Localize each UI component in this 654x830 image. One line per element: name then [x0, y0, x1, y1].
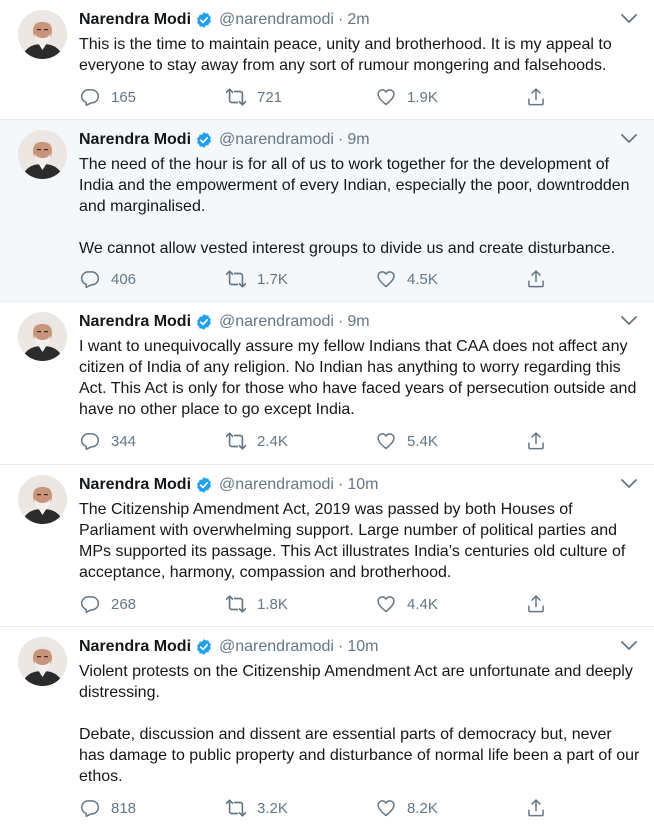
- tweet-card[interactable]: [0, 627, 654, 830]
- chevron-down-icon[interactable]: [620, 639, 638, 653]
- like-count: 5.4K: [407, 432, 438, 450]
- reply-icon: [79, 593, 101, 615]
- separator-dot: ·: [337, 476, 344, 493]
- tweet-text: Violent protests on the Citizenship Amendment Act are unfortunate and deeply distressing. Debate, discussion and dissent are essential parts of democracy but, never has damage to public property and disturbance of normal life been a part of our ethos.: [79, 663, 640, 785]
- tweet-actions: [79, 797, 654, 819]
- verified-badge-icon: [195, 476, 213, 494]
- tweet-card[interactable]: [0, 120, 654, 302]
- like-count: 4.4K: [407, 595, 438, 613]
- retweet-icon: [225, 593, 247, 615]
- share-button[interactable]: [525, 86, 547, 108]
- tweet-actions: [79, 593, 654, 615]
- like-icon: [375, 268, 397, 290]
- tweet-actions: [79, 430, 654, 452]
- chevron-down-icon[interactable]: [620, 12, 638, 26]
- tweet-card[interactable]: [0, 465, 654, 627]
- author-handle[interactable]: @narendramodi: [219, 638, 334, 655]
- verified-badge-icon: [195, 638, 213, 656]
- author-name[interactable]: Narendra Modi: [79, 131, 192, 148]
- share-icon: [525, 593, 547, 615]
- share-button[interactable]: [525, 797, 547, 819]
- author-name[interactable]: Narendra Modi: [79, 476, 192, 493]
- like-icon: [375, 797, 397, 819]
- tweet-text: This is the time to maintain peace, unity and brotherhood. It is my appeal to everyone to stay away from any sort of rumour mongering and falsehoods.: [79, 36, 612, 74]
- share-icon: [525, 86, 547, 108]
- chevron-down-icon[interactable]: [620, 477, 638, 491]
- tweet-text: The Citizenship Amendment Act, 2019 was passed by both Houses of Parliament with overwhelming support. Large number of political parties and MPs supported its passage. This Act illustrates India’s centuries old culture of acceptance, harmony, compassion and brotherhood.: [79, 501, 626, 581]
- reply-count: 344: [111, 432, 137, 450]
- tweet-text: The need of the hour is for all of us to work together for the development of India and the empowerment of every Indian, especially the poor, downtrodden and marginalised. We cannot allow vested interest groups to divide us and create disturbance.: [79, 156, 630, 257]
- reply-count: 406: [111, 270, 137, 288]
- retweet-count: 1.7K: [257, 270, 288, 288]
- reply-icon: [79, 430, 101, 452]
- reply-icon: [79, 268, 101, 290]
- separator-dot: ·: [337, 638, 344, 655]
- avatar[interactable]: [18, 312, 67, 361]
- retweet-icon: [225, 797, 247, 819]
- share-button[interactable]: [525, 268, 547, 290]
- separator-dot: ·: [337, 313, 344, 330]
- retweet-button[interactable]: [225, 86, 282, 108]
- separator-dot: ·: [337, 131, 344, 148]
- tweet-actions: [79, 268, 654, 290]
- avatar[interactable]: [18, 130, 67, 179]
- share-button[interactable]: [525, 430, 547, 452]
- author-handle[interactable]: @narendramodi: [219, 313, 334, 330]
- avatar[interactable]: [18, 475, 67, 524]
- reply-button[interactable]: [79, 593, 136, 615]
- reply-button[interactable]: [79, 430, 136, 452]
- like-button[interactable]: [375, 268, 438, 290]
- timestamp[interactable]: 9m: [347, 131, 370, 148]
- reply-count: 818: [111, 799, 137, 817]
- like-count: 1.9K: [407, 88, 438, 106]
- like-icon: [375, 86, 397, 108]
- reply-count: 268: [111, 595, 137, 613]
- like-button[interactable]: [375, 593, 438, 615]
- retweet-count: 1.8K: [257, 595, 288, 613]
- tweet-card[interactable]: [0, 302, 654, 465]
- author-name[interactable]: Narendra Modi: [79, 638, 192, 655]
- retweet-button[interactable]: [225, 593, 288, 615]
- like-button[interactable]: [375, 797, 438, 819]
- reply-icon: [79, 797, 101, 819]
- tweet-text: I want to unequivocally assure my fellow Indians that CAA does not affect any citizen of India of any religion. No Indian has anything to worry regarding this Act. This Act is only for those who have faced years of persecution outside and have no other place to go except India.: [79, 338, 637, 418]
- like-count: 4.5K: [407, 270, 438, 288]
- tweet-actions: [79, 86, 654, 108]
- retweet-count: 3.2K: [257, 799, 288, 817]
- like-icon: [375, 430, 397, 452]
- timestamp[interactable]: 9m: [347, 313, 370, 330]
- retweet-icon: [225, 268, 247, 290]
- separator-dot: ·: [337, 11, 344, 28]
- timestamp[interactable]: 10m: [347, 476, 379, 493]
- like-icon: [375, 593, 397, 615]
- timestamp[interactable]: 10m: [347, 638, 379, 655]
- retweet-count: 2.4K: [257, 432, 288, 450]
- author-handle[interactable]: @narendramodi: [219, 131, 334, 148]
- verified-badge-icon: [195, 11, 213, 29]
- timestamp[interactable]: 2m: [347, 11, 370, 28]
- chevron-down-icon[interactable]: [620, 132, 638, 146]
- share-icon: [525, 268, 547, 290]
- reply-count: 165: [111, 88, 137, 106]
- reply-button[interactable]: [79, 797, 136, 819]
- share-button[interactable]: [525, 593, 547, 615]
- share-icon: [525, 430, 547, 452]
- like-button[interactable]: [375, 86, 438, 108]
- chevron-down-icon[interactable]: [620, 314, 638, 328]
- verified-badge-icon: [195, 131, 213, 149]
- retweet-icon: [225, 86, 247, 108]
- retweet-button[interactable]: [225, 430, 288, 452]
- retweet-icon: [225, 430, 247, 452]
- retweet-count: 721: [257, 88, 283, 106]
- retweet-button[interactable]: [225, 268, 288, 290]
- author-handle[interactable]: @narendramodi: [219, 476, 334, 493]
- author-name[interactable]: Narendra Modi: [79, 313, 192, 330]
- avatar[interactable]: [18, 10, 67, 59]
- like-count: 8.2K: [407, 799, 438, 817]
- retweet-button[interactable]: [225, 797, 288, 819]
- like-button[interactable]: [375, 430, 438, 452]
- author-handle[interactable]: @narendramodi: [219, 11, 334, 28]
- reply-icon: [79, 86, 101, 108]
- reply-button[interactable]: [79, 268, 136, 290]
- share-icon: [525, 797, 547, 819]
- verified-badge-icon: [195, 313, 213, 331]
- tweet-card[interactable]: [0, 0, 654, 120]
- avatar[interactable]: [18, 637, 67, 686]
- author-name[interactable]: Narendra Modi: [79, 11, 192, 28]
- reply-button[interactable]: [79, 86, 136, 108]
